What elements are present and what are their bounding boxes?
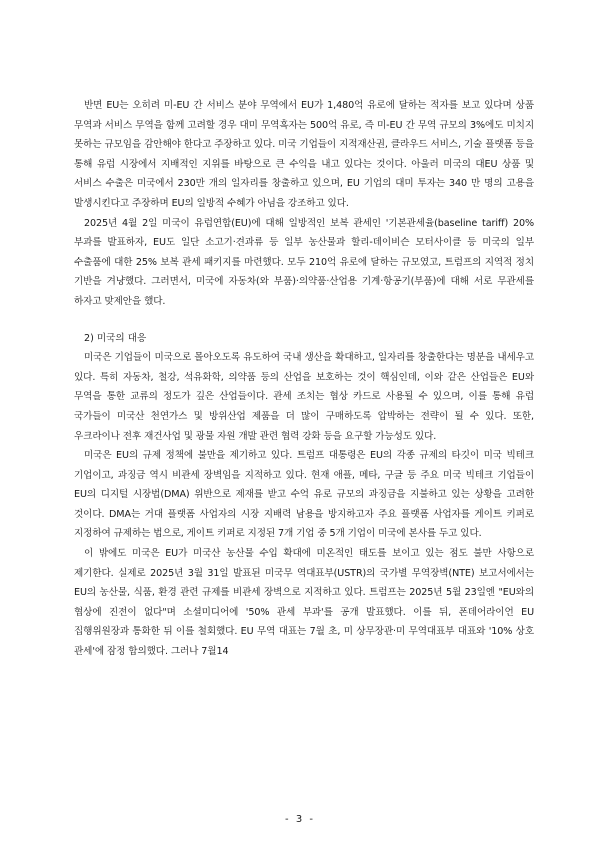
paragraph-eu-regulation: 미국은 EU의 규제 정책에 불만을 제기하고 있다. 트럼프 대통령은 EU의 각종 규제의 타깃이 미국 빅테크 기업이고, 과징금 역시 비관세 장벽임을 지적하고 있다. 현재 애플, 메타, 구글 등 주요 미국 빅테크 기업들이 EU의 디지털 시장법(DMA) 위반으로 제재를 받고 수억 유로 규모의 과징금을 지불하고 있는 상황을 고려한 것이다. DMA는 거대 플랫폼 사업자의 시장 지배력 남용을 방지하고자 주요 플랫폼 사업자를 게이트 키퍼로 지정하여 규제하는 법으로, 게이트 키퍼로 지정된 7개 기업 중 5개 기업이 미국에 본사를 두고 있다. — [74, 450, 534, 540]
paragraph-trade-deficit: 반면 EU는 오히려 미-EU 간 서비스 분야 무역에서 EU가 1,480억 유로에 달하는 적자를 보고 있다며 상품 무역과 서비스 무역을 함께 고려할 경우 대미 무역흑자는 500억 유로, 즉 미-EU 간 무역 규모의 3%에도 미치지 못하는 규모임을 감안해야 한다고 주장하고 있다. 미국 기업들이 지적재산권, 클라우드 서비스, 기술 플랫폼 등을 통해 유럽 시장에서 지배적인 지위를 바탕으로 큰 수익을 내고 있다는 것이다. 아울러 미국의 대EU 상품 및 서비스 수출은 미국에서 230만 개의 일자리를 창출하고 있으며, EU 기업의 대미 투자는 340 만 명의 고용을 발생시킨다고 주장하며 EU의 일방적 수혜가 아님을 강조하고 있다. — [74, 100, 534, 209]
document-body — [74, 96, 534, 662]
section-heading: 2) 미국의 대응 — [84, 332, 147, 344]
paragraph-agriculture: 이 밖에도 미국은 EU가 미국산 농산물 수입 확대에 미온적인 태도를 보이고 있는 점도 불만 사항으로 제기한다. 실제로 2025년 3월 31일 발표된 미국무 역대표부(USTR)의 국가별 무역장벽(NTE) 보고서에서는 EU의 농산물, 식품, 환경 관련 규제를 비관세 장벽으로 지적하고 있다. 트럼프는 2025년 5월 23일엔 "EU와의 협상에 진전이 없다"며 소셜미디어에 '50% 관세 부과'를 공개 발표했다. 이를 뒤, 폰데어라이언 EU 집행위원장과 통화한 뒤 이를 철회했다. EU 무역 대표는 7월 초, 미 상무장관·미 무역대표부 대표와 '10% 상호 관세'에 잠정 합의했다. 그러나 7월14 — [74, 548, 534, 658]
paragraph-us-rationale: 미국은 기업들이 미국으로 몰아오도록 유도하여 국내 생산을 확대하고, 일자리를 창출한다는 명분을 내세우고 있다. 특히 자동차, 철강, 석유화학, 의약품 등의 산업을 보호하는 것이 핵심인데, 이와 같은 산업들은 EU와 무역을 통한 교류의 정도가 깊은 산업들이다. 관세 조치는 협상 카드로 사용될 수 있으며, 이를 통해 유럽 국가들이 미국산 천연가스 및 방위산업 제품을 더 많이 구매하도록 압박하는 전략이 될 수 있다. 또한, 우크라이나 전후 재건사업 및 광물 자원 개발 관련 협력 강화 등을 요구할 가능성도 있다. — [74, 352, 534, 442]
paragraph-baseline-tariff: 2025년 4월 2일 미국이 유럽연합(EU)에 대해 일방적인 보복 관세인 '기본관세율(baseline tariff) 20% 부과를 발표하자, EU도 일단 소고기·견과류 등 일부 농산물과 할리-데이비슨 모터사이클 등 미국의 일부 수출품에 대한 25% 보복 관세 패키지를 마련했다. 모두 210억 유로에 달하는 규모였고, 트럼프의 지역적 정치 기반을 겨냥했다. 그러면서, 미국에 자동차(와 부품)·의약품·산업용 기계·항공기(부품)에 대해 서로 무관세를 하자고 맞제안을 했다. — [74, 217, 534, 307]
page-number: - 3 - — [285, 814, 315, 825]
